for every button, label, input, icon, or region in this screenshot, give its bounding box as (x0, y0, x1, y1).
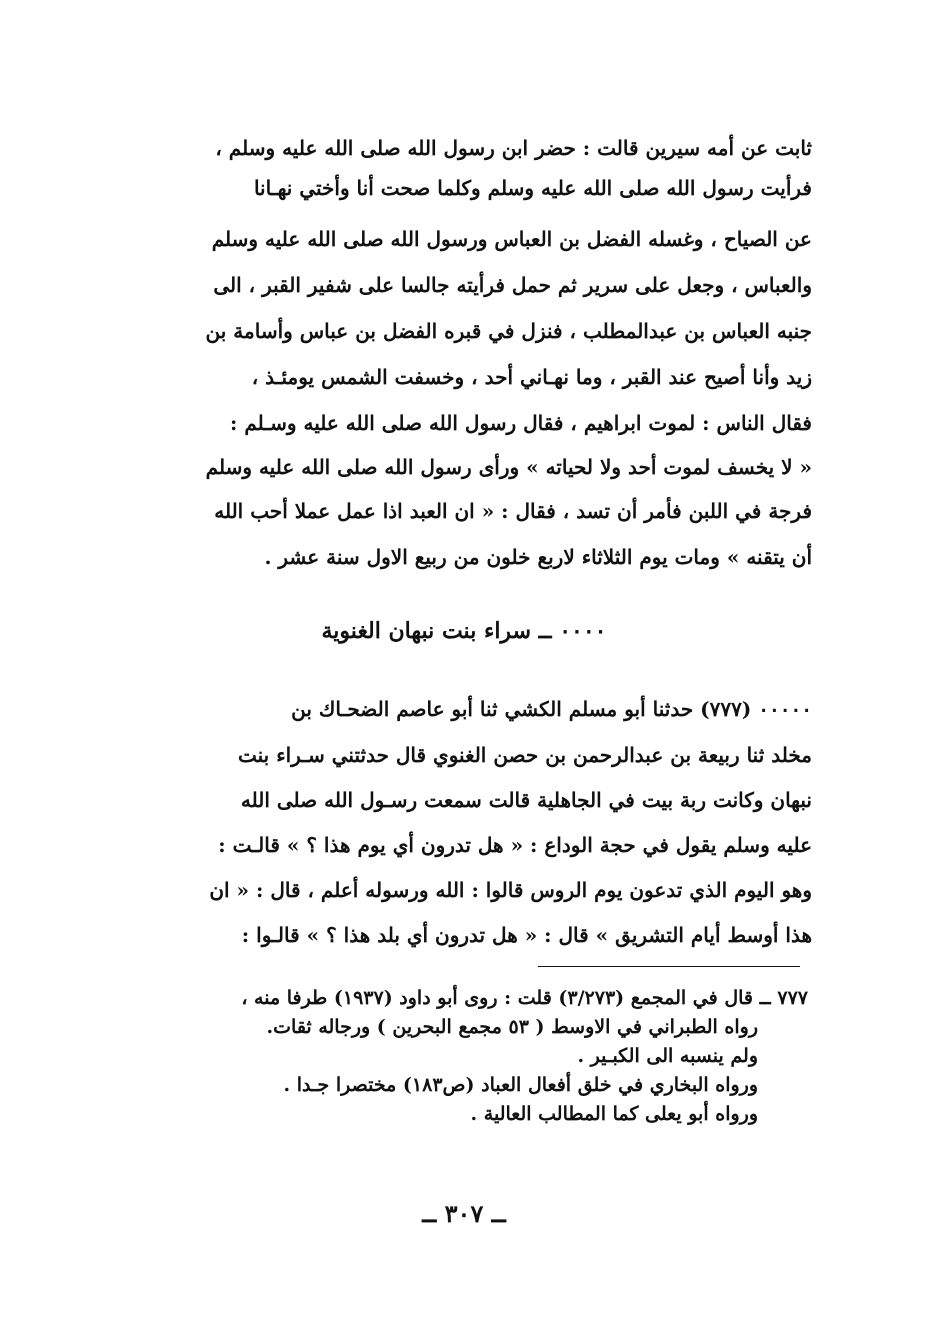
text-line: ثابت عن أمه سيرين قالت : حضر ابن رسول الله صلى الله عليه وسلم ، (215, 136, 812, 160)
footnote-line: ٧٧٧ ــ قال في المجمع (٣/٢٧٣) قلت : روى أبو داود (١٩٣٧) طرفا منه ، (241, 987, 808, 1009)
text-line: هذا أوسط أيام التشريق » قال : « هل تدرون أي بلد هذا ؟ » قالـوا : (241, 923, 812, 947)
text-line: والعباس ، وجعل على سرير ثم حمل فرأيته جالسا على شفير القبر ، الى (213, 273, 812, 297)
text-line: أن يتقنه » ومات يوم الثلاثاء لاربع خلون من ربيع الاول سنة عشر . (264, 545, 812, 569)
text-line: عن الصياح ، وغسله الفضل بن العباس ورسول الله صلى الله عليه وسلم (211, 227, 812, 251)
footnote-divider (538, 966, 800, 967)
text-line: جنبه العباس بن عبدالمطلب ، فنزل في قبره الفضل بن عباس وأسامة بن (205, 319, 812, 343)
text-line: « لا يخسف لموت أحد ولا لحياته » ورأى رسول الله صلى الله عليه وسلم (205, 455, 812, 479)
text-line: وهو اليوم الذي تدعون يوم الروس قالوا : الله ورسوله أعلم ، قال : « ان (209, 878, 812, 902)
text-line: نبهان وكانت ربة بيت في الجاهلية قالت سمعت رسـول الله صلى الله (240, 788, 812, 812)
section-heading: ٠٠٠٠ ــ سراء بنت نبهان الغنوية (321, 618, 607, 644)
footnote-line: ورواه أبو يعلى كما المطالب العالية . (470, 1103, 758, 1125)
text-line: فرأيت رسول الله صلى الله عليه وسلم وكلما صحت أنا وأختي نهـانا (253, 176, 812, 200)
text-line: زيد وأنا أصيح عند القبر ، وما نهـاني أحد ، وخسفت الشمس يومئـذ ، (251, 365, 812, 389)
page-number: ــ ٣٠٧ ــ (422, 1199, 506, 1228)
text-line: فقال الناس : لموت ابراهيم ، فقال رسول الله صلى الله عليه وسـلم : (229, 411, 812, 435)
footnote-line: ولم ينسبه الى الكبـير . (577, 1045, 758, 1067)
text-line: مخلد ثنا ربيعة بن عبدالرحمن بن حصن الغنوي قال حدثتني سـراء بنت (237, 743, 812, 767)
text-line: عليه وسلم يقول في حجة الوداع : « هل تدرون أي يوم هذا ؟ » قالـت : (218, 833, 812, 857)
text-line: فرجة في اللبن فأمر أن تسد ، فقال : « ان العبد اذا عمل عملا أحب الله (214, 499, 812, 523)
footnote-line: رواه الطبراني في الاوسط ( ٥٣ مجمع البحرين ) ورجاله ثقات. (266, 1016, 758, 1038)
text-line: ٠٠٠٠٠ (٧٧٧) حدثنا أبو مسلم الكشي ثنا أبو عاصم الضحـاك بن (291, 697, 812, 721)
footnote-line: ورواه البخاري في خلق أفعال العباد (ص١٨٣) مختصرا جـدا . (283, 1074, 758, 1096)
